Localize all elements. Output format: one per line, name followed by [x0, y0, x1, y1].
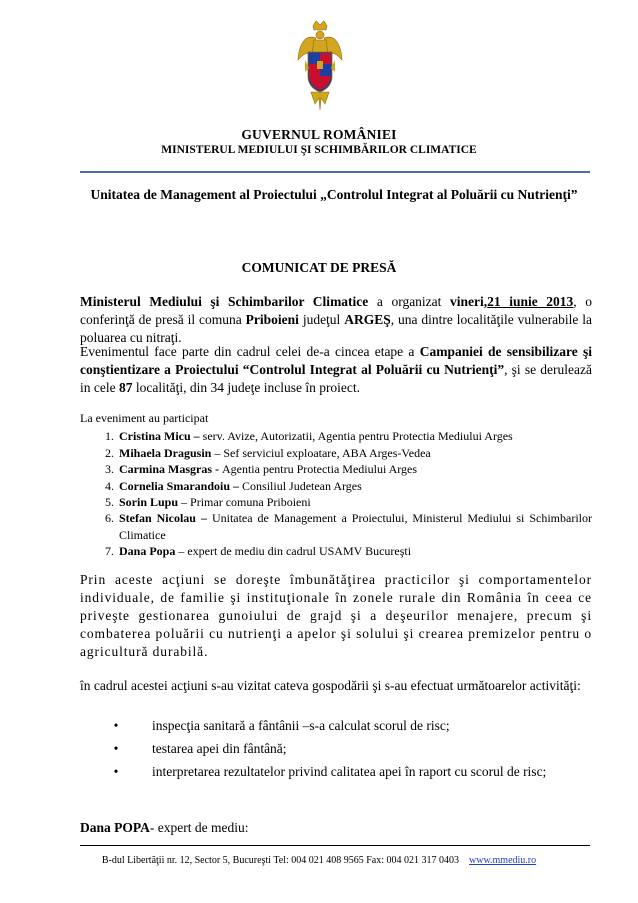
- paragraph-activities-intro: în cadrul acestei acţiuni s-au vizitat cateva gospodării şi s-au efectuat următoarelor activităţi:: [80, 678, 581, 693]
- event-date: 21 iunie 2013: [487, 294, 574, 309]
- paragraph-campaign: Evenimentul face parte din cadrul celei de-a cincea etape a Campaniei de sensibilizare şi conştientizare a Proiectului “Controlul Integrat al Poluării cu Nutrienţi”, şi se derulează in cele 87 localităţi, din 34 judeţe incluse în proiect.: [80, 344, 593, 395]
- bullet-icon: •: [113, 718, 119, 733]
- signature: [80, 820, 248, 836]
- paragraph-goals: Prin aceste acţiuni se doreşte îmbunătăţirea practicilor şi comportamentelor individuale, de familie şi instituţionale în zonele rurale din România în ceea ce priveşte gestionarea gunoiului de grajd şi a deşeurilor menajere, precum şi combaterea poluării cu nutrienţi a apelor şi solului şi crearea premizelor pentru o agricultură durabilă.: [80, 572, 592, 659]
- campaign-name: Campaniei de sensibilizare şi conştientizare a Proiectului “Controlul Integrat al Poluării cu Nutrienţi”: [80, 344, 593, 377]
- list-item: 2. Mihaela Dragusin – Sef serviciul exploatare, ABA Arges-Vedea: [117, 445, 592, 461]
- list-item: 6. Stefan Nicolau – Unitatea de Management a Proiectului, Ministerul Mediului si Schimbarilor Climatice: [117, 510, 592, 543]
- project-unit-title: Unitatea de Management al Proiectului „Controlul Integrat al Poluării cu Nutrienţi”: [90, 187, 578, 202]
- signature-title: - expert de mediu:: [149, 820, 249, 835]
- event-county: ARGEŞ: [344, 312, 391, 327]
- participants-section: [80, 410, 592, 560]
- government-title: GUVERNUL ROMÂNIEI: [241, 127, 397, 142]
- list-item: • inspecţia sanitară a fântânii –s-a calculat scorul de risc;: [80, 714, 592, 737]
- bullet-icon: •: [113, 764, 119, 779]
- bullet-icon: •: [113, 741, 119, 756]
- press-release-title: COMUNICAT DE PRESĂ: [241, 260, 397, 275]
- list-item: 1. Cristina Micu – serv. Avize, Autorizatii, Agentia pentru Protectia Mediului Arges: [117, 428, 592, 444]
- activities-list: [80, 714, 592, 783]
- paragraph-intro: Ministerul Mediului şi Schimbarilor Climatice a organizat vineri,21 iunie 2013, o conferinţă de presă il comuna Priboieni judeţul ARGEŞ, una dintre localităţile vulnerabile la poluarea cu nitraţi.: [80, 294, 593, 345]
- participants-list: [80, 428, 592, 559]
- event-day: vineri,: [450, 294, 488, 309]
- event-place: Priboieni: [245, 312, 299, 327]
- list-item: • testarea apei din fântână;: [80, 737, 592, 760]
- participants-intro: La eveniment au participat: [80, 411, 209, 425]
- list-item: 4. Cornelia Smarandoiu – Consiliul Judetean Arges: [117, 478, 592, 494]
- romanian-coat-of-arms-icon: [297, 20, 343, 116]
- ministry-title: MINISTERUL MEDIULUI ŞI SCHIMBĂRILOR CLIMATICE: [161, 144, 477, 156]
- footer-address: B-dul Libertăţii nr. 12, Sector 5, Bucureşti Tel: 004 021 408 9565 Fax: 004 021 317 0403: [101, 855, 459, 866]
- list-item: • interpretarea rezultatelor privind calitatea apei în raport cu scorul de risc;: [80, 760, 592, 783]
- localities-count: 87: [118, 380, 133, 395]
- signature-name: Dana POPA: [80, 820, 150, 835]
- list-item: 3. Carmina Masgras - Agentia pentru Protectia Mediului Arges: [117, 461, 592, 477]
- footer-divider: [80, 845, 590, 846]
- ministry-name: Ministerul Mediului şi Schimbarilor Climatice: [80, 294, 369, 309]
- website-link[interactable]: www.mmediu.ro: [469, 855, 537, 866]
- header-divider: [80, 171, 590, 173]
- footer: [0, 855, 638, 866]
- list-item: 5. Sorin Lupu – Primar comuna Priboieni: [117, 494, 592, 510]
- list-item: 7. Dana Popa – expert de mediu din cadrul USAMV Bucureşti: [117, 543, 592, 559]
